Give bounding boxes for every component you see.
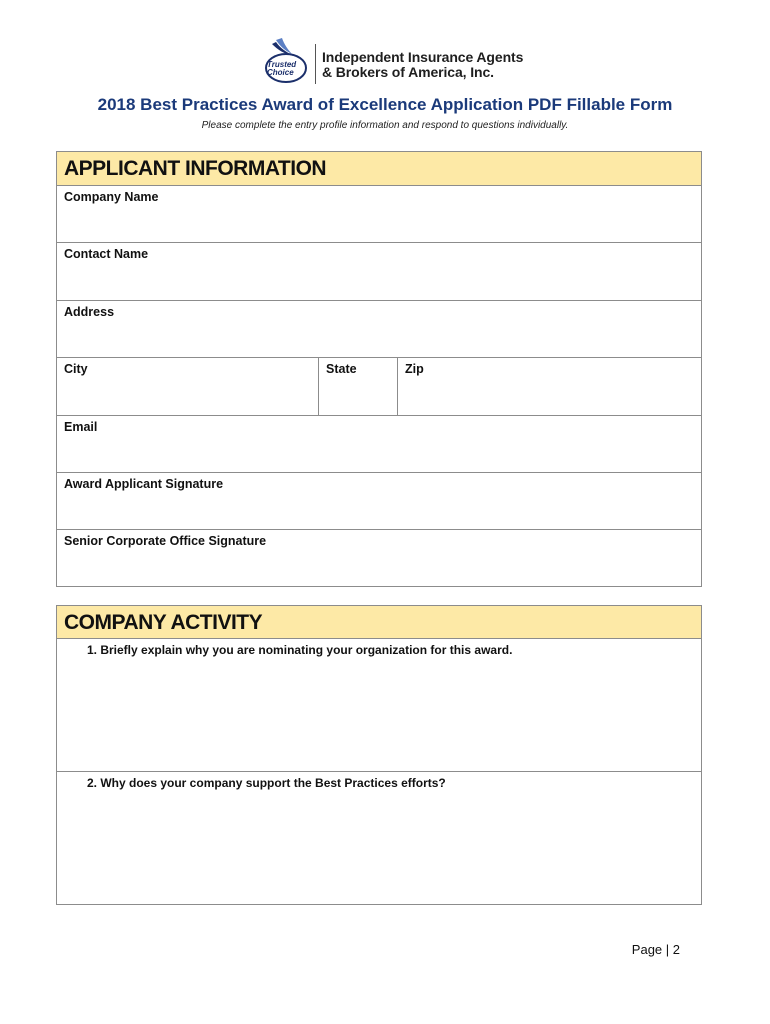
city-state-zip-row [57, 358, 701, 415]
zip-field[interactable] [397, 358, 701, 414]
logo-divider [315, 44, 316, 84]
question-2-field[interactable] [57, 772, 701, 905]
company-activity-heading: COMPANY ACTIVITY [57, 606, 701, 639]
question-2-label: 2. Why does your company support the Best Practices efforts? [87, 776, 446, 790]
question-1-field[interactable] [57, 639, 701, 772]
page-number: Page | 2 [631, 942, 680, 957]
org-name: Independent Insurance Agents & Brokers of America, Inc. [322, 49, 524, 80]
city-label: City [64, 362, 88, 377]
question-1-label: 1. Briefly explain why you are nominating your organization for this award. [87, 643, 513, 657]
email-label: Email [64, 419, 98, 434]
state-label: State [326, 362, 357, 377]
address-field[interactable] [57, 301, 701, 358]
address-label: Address [64, 304, 115, 319]
state-field[interactable] [318, 358, 397, 414]
city-field[interactable] [57, 358, 318, 414]
applicant-section-heading: APPLICANT INFORMATION [57, 152, 701, 186]
company-activity-section [56, 605, 702, 905]
award-applicant-signature-label: Award Applicant Signature [64, 476, 224, 491]
form-subtitle: Please complete the entry profile information and respond to questions individually. [201, 120, 569, 131]
trusted-choice-text: Trusted Choice [267, 60, 297, 77]
applicant-information-section [56, 151, 702, 587]
iiaba-logo [262, 36, 552, 88]
email-field[interactable] [57, 416, 701, 473]
contact-name-field[interactable] [57, 243, 701, 300]
senior-corporate-signature-field[interactable] [57, 530, 701, 587]
company-name-field[interactable] [57, 186, 701, 243]
zip-label: Zip [405, 362, 424, 377]
senior-corporate-signature-label: Senior Corporate Office Signature [64, 534, 267, 549]
award-applicant-signature-field[interactable] [57, 473, 701, 530]
company-name-label: Company Name [64, 190, 159, 204]
form-title: 2018 Best Practices Award of Excellence Application PDF Fillable Form [97, 95, 673, 114]
contact-name-label: Contact Name [64, 247, 149, 262]
